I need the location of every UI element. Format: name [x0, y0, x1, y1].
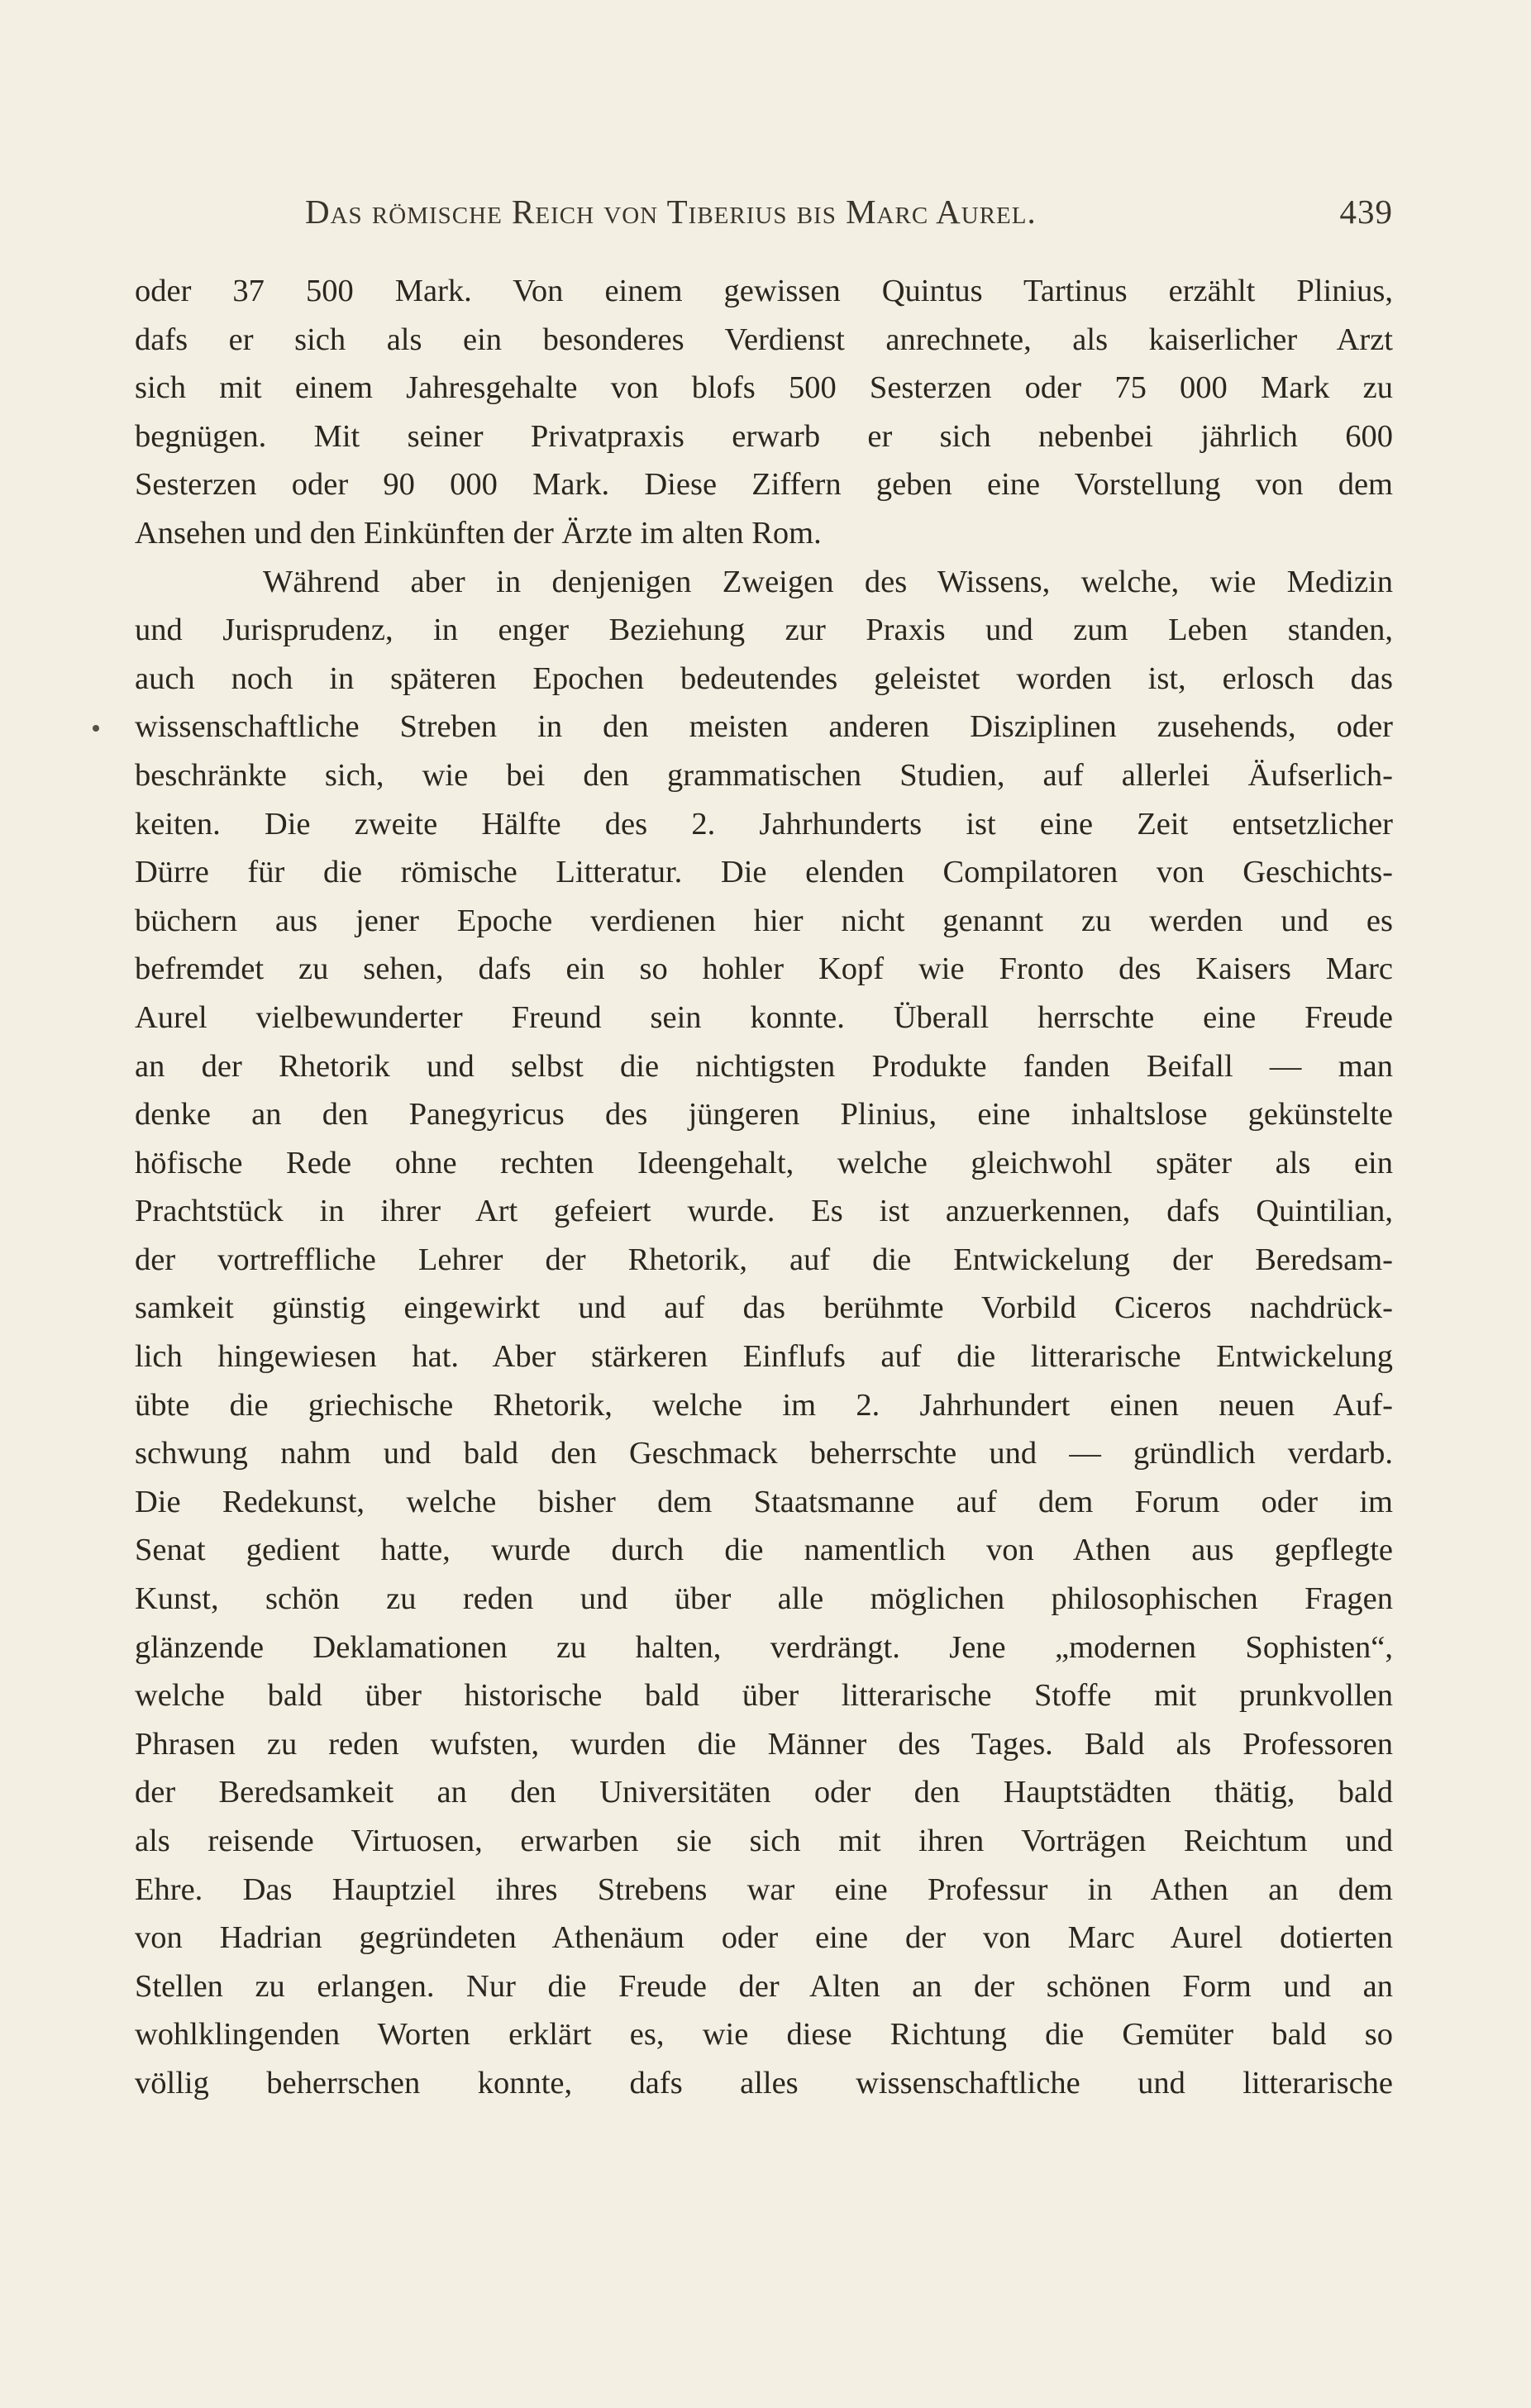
text-line: oder 37 500 Mark. Von einem gewissen Quintus Tartinus erzählt Plinius, [135, 274, 1393, 308]
text-line: Dürre für die römische Litteratur. Die elenden Compilatoren von Geschichts- [135, 855, 1393, 890]
text-line: übte die griechische Rhetorik, welche im 2. Jahrhundert einen neuen Auf- [135, 1387, 1393, 1423]
text-line: sich mit einem Jahresgehalte von blofs 500 Sesterzen oder 75 000 Mark zu [135, 370, 1393, 406]
page-number: 439 [1339, 193, 1393, 231]
text-line: befremdet zu sehen, dafs ein so hohler Kopf wie Fronto des Kaisers Marc [135, 951, 1393, 987]
text-line: Sesterzen oder 90 000 Mark. Diese Ziffern geben eine Vorstellung von dem [135, 467, 1393, 503]
text-line: dafs er sich als ein besonderes Verdienst anrechnete, als kaiserlicher Arzt [135, 322, 1393, 357]
text-line: und Jurisprudenz, in enger Beziehung zur Praxis und zum Leben standen, [135, 613, 1393, 648]
text-line: Aurel vielbewunderter Freund sein konnte. Überall herrschte eine Freude [135, 999, 1393, 1035]
text-line: welche bald über historische bald über litterarische Stoffe mit prunkvollen [135, 1678, 1393, 1714]
text-line: büchern aus jener Epoche verdienen hier nicht genannt zu werden und es [135, 903, 1393, 938]
text-line: höfische Rede ohne rechten Ideengehalt, welche gleichwohl später als ein [135, 1145, 1393, 1180]
text-line: an der Rhetorik und selbst die nichtigsten Produkte fanden Beifall — man [135, 1048, 1393, 1084]
text-line: Stellen zu erlangen. Nur die Freude der Alten an der schönen Form und an [135, 1968, 1393, 2004]
text-line: Kunst, schön zu reden und über alle möglichen philosophischen Fragen [135, 1581, 1393, 1617]
text-line: lich hingewiesen hat. Aber stärkeren Einflufs auf die litterarische Entwickelung [135, 1339, 1393, 1375]
text-line: Senat gedient hatte, wurde durch die namentlich von Athen aus gepflegte [135, 1533, 1393, 1568]
text-line: beschränkte sich, wie bei den grammatischen Studien, auf allerlei Äufserlich- [135, 757, 1393, 793]
running-head [305, 187, 1393, 236]
text-line: als reisende Virtuosen, erwarben sie sich mit ihren Vorträgen Reichtum und [135, 1824, 1393, 1858]
text-line: von Hadrian gegründeten Athenäum oder eine der von Marc Aurel dotierten [135, 1920, 1393, 1956]
text-line: glänzende Deklamationen zu halten, verdrängt. Jene „modernen Sophisten“, [135, 1629, 1393, 1665]
margin-dot-mark [93, 725, 99, 732]
text-line: Die Redekunst, welche bisher dem Staatsmanne auf dem Forum oder im [135, 1484, 1393, 1519]
text-line: Ehre. Das Hauptziel ihres Strebens war eine Professur in Athen an dem [135, 1872, 1393, 1907]
text-line: Phrasen zu reden wufsten, wurden die Männer des Tages. Bald als Professoren [135, 1726, 1393, 1762]
text-line: auch noch in späteren Epochen bedeutendes geleistet worden ist, erlosch das [135, 660, 1393, 696]
text-line: völlig beherrschen konnte, dafs alles wissenschaftliche und litterarische [135, 2065, 1393, 2100]
text-line: Prachtstück in ihrer Art gefeiert wurde. Es ist anzuerkennen, dafs Quintilian, [135, 1194, 1393, 1229]
text-line: keiten. Die zweite Hälfte des 2. Jahrhunderts ist eine Zeit entsetzlicher [135, 806, 1393, 842]
text-line: Ansehen und den Einkünften der Ärzte im alten Rom. [135, 515, 822, 551]
text-line: der vortreffliche Lehrer der Rhetorik, auf die Entwickelung der Beredsam- [135, 1242, 1393, 1277]
text-line: denke an den Panegyricus des jüngeren Plinius, eine inhaltslose gekünstelte [135, 1097, 1393, 1132]
text-line: wohlklingenden Worten erklärt es, wie diese Richtung die Gemüter bald so [135, 2017, 1393, 2053]
text-line: der Beredsamkeit an den Universitäten oder den Hauptstädten thätig, bald [135, 1775, 1393, 1810]
body-text [135, 267, 1393, 2108]
paragraph-start-line: Während aber in denjenigen Zweigen des Wissens, welche, wie Medizin [263, 564, 1393, 599]
text-line: begnügen. Mit seiner Privatpraxis erwarb er sich nebenbei jährlich 600 [135, 418, 1393, 454]
text-line: wissenschaftliche Streben in den meisten anderen Disziplinen zusehends, oder [135, 709, 1393, 745]
running-head-title: Das römische Reich von Tiberius bis Marc Aurel. [305, 193, 1037, 231]
text-line: samkeit günstig eingewirkt und auf das berühmte Vorbild Ciceros nachdrück- [135, 1290, 1393, 1326]
text-line: schwung nahm und bald den Geschmack beherrschte und — gründlich verdarb. [135, 1436, 1393, 1471]
